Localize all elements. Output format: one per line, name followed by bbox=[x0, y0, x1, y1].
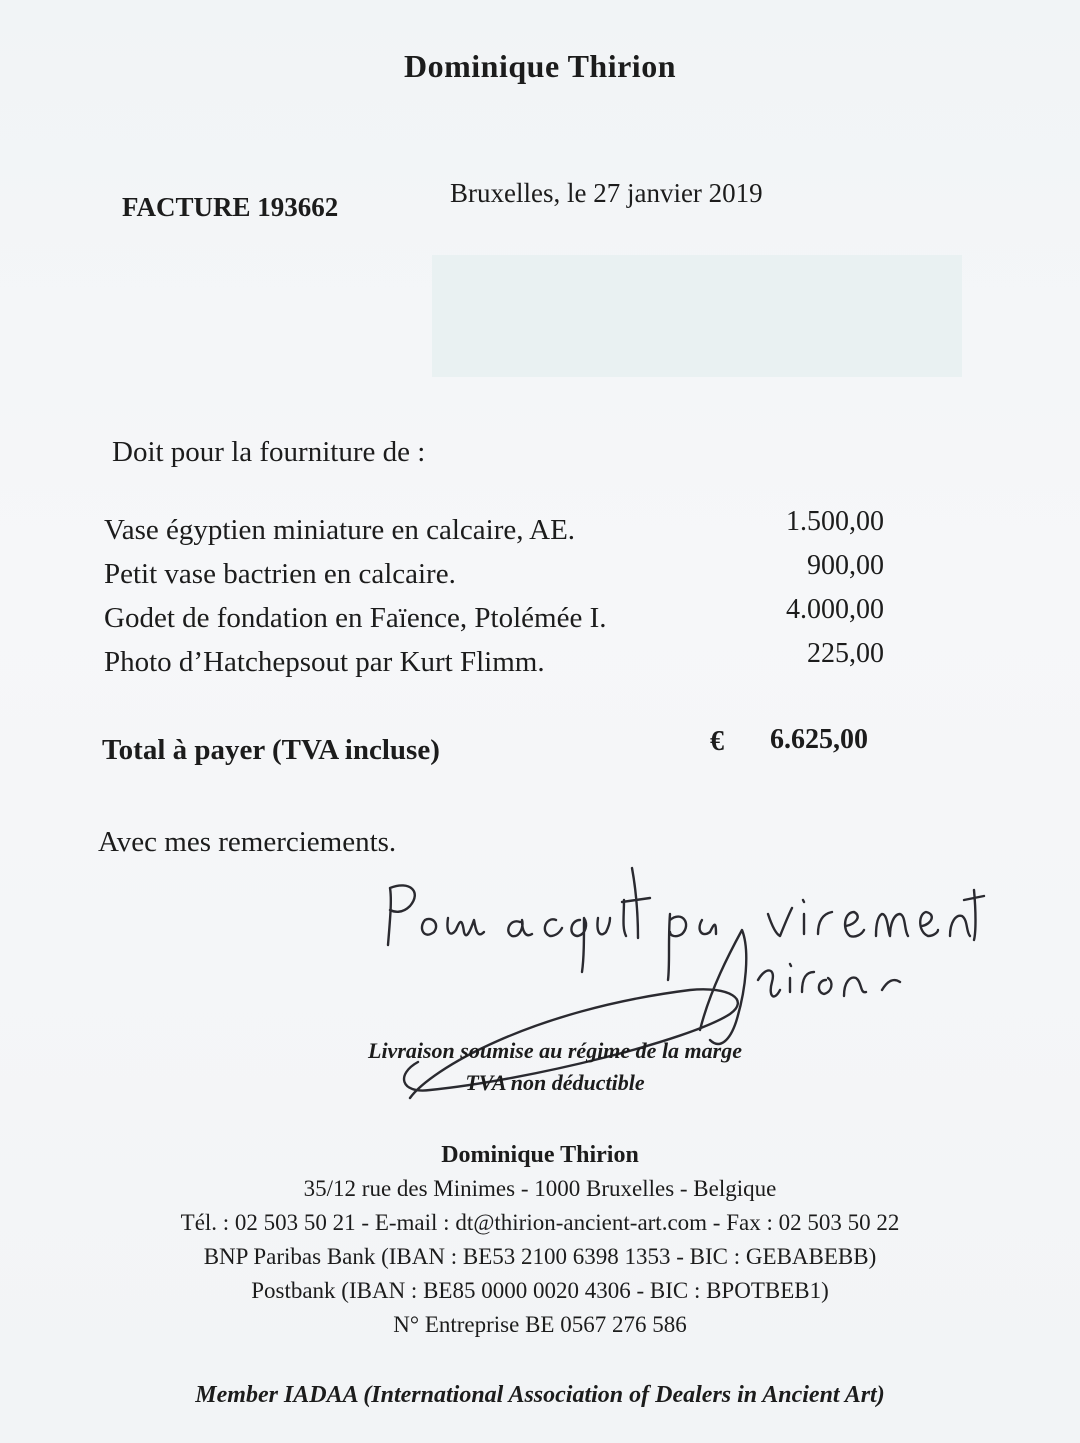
footer-bank-bnp: BNP Paribas Bank (IBAN : BE53 2100 6398 1353 - BIC : GEBABEBB) bbox=[203, 1244, 877, 1269]
footer-bank-postbank: Postbank (IBAN : BE85 0000 0020 4306 - BIC : BPOTBEB1) bbox=[251, 1278, 829, 1303]
line-item-amount: 1.500,00 bbox=[786, 506, 884, 537]
footer-membership: Member IADAA (International Association of Dealers in Ancient Art) bbox=[195, 1382, 885, 1408]
line-item bbox=[104, 638, 884, 682]
line-item-description: Godet de fondation en Faïence, Ptolémée I. bbox=[104, 602, 607, 634]
line-item bbox=[104, 594, 884, 638]
supply-intro: Doit pour la fourniture de : bbox=[112, 436, 426, 468]
line-item-amount: 4.000,00 bbox=[786, 594, 884, 625]
line-item bbox=[104, 550, 884, 594]
line-items-list bbox=[104, 506, 884, 682]
tax-regime-note: Livraison soumise au régime de la marge bbox=[368, 1038, 742, 1063]
line-item-description: Photo d’Hatchepsout par Kurt Flimm. bbox=[104, 646, 545, 678]
footer-dealer-name: Dominique Thirion bbox=[441, 1142, 639, 1168]
vat-non-deductible-note: TVA non déductible bbox=[465, 1070, 645, 1095]
redacted-address-block bbox=[432, 255, 962, 377]
closing-thanks: Avec mes remerciements. bbox=[98, 826, 397, 858]
invoice-place-date: Bruxelles, le 27 janvier 2019 bbox=[450, 178, 763, 208]
invoice-number: FACTURE 193662 bbox=[122, 192, 339, 222]
header-dealer-name: Dominique Thirion bbox=[404, 48, 676, 84]
line-item-amount: 225,00 bbox=[807, 638, 884, 669]
footer-block bbox=[0, 1138, 1080, 1342]
total-currency: € bbox=[710, 726, 724, 757]
line-item-amount: 900,00 bbox=[807, 550, 884, 581]
total-label: Total à payer (TVA incluse) bbox=[102, 734, 440, 766]
footer-contact: Tél. : 02 503 50 21 - E-mail : dt@thirion-ancient-art.com - Fax : 02 503 50 22 bbox=[180, 1210, 900, 1235]
footer-company-number: N° Entreprise BE 0567 276 586 bbox=[393, 1312, 687, 1337]
total-amount: 6.625,00 bbox=[770, 724, 868, 755]
line-item-description: Petit vase bactrien en calcaire. bbox=[104, 558, 456, 590]
line-item-description: Vase égyptien miniature en calcaire, AE. bbox=[104, 514, 576, 546]
line-item bbox=[104, 506, 884, 550]
footer-address: 35/12 rue des Minimes - 1000 Bruxelles - Belgique bbox=[303, 1176, 777, 1201]
